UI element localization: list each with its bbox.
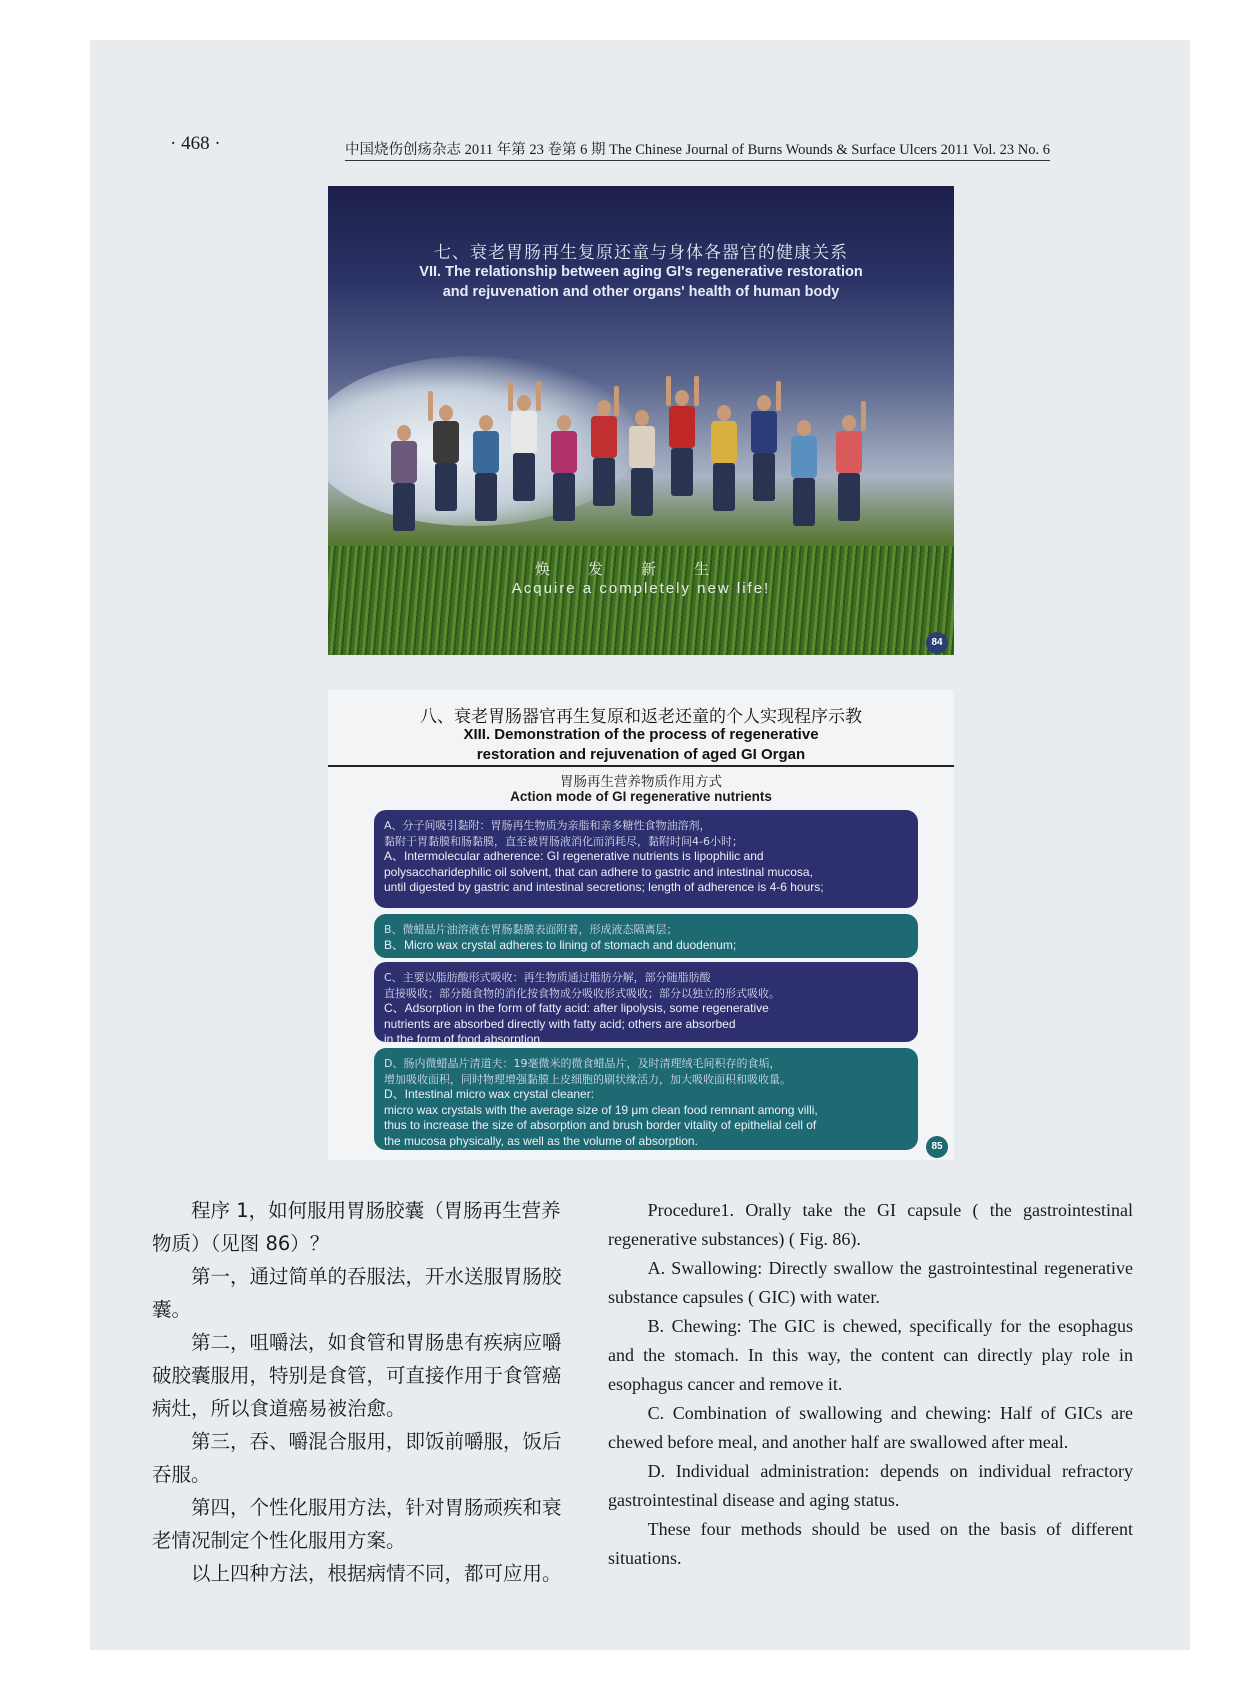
running-header bbox=[130, 133, 1130, 159]
box-b-en-line: B、Micro wax crystal adheres to lining of stomach and duodenum; bbox=[384, 937, 737, 952]
slide85-subtitle-cn: 胃肠再生营养物质作用方式 bbox=[560, 774, 722, 790]
body-paragraph: 第四，个性化服用方法，针对胃肠顽疾和衰老情况制定个性化服用方案。 bbox=[152, 1496, 562, 1552]
box-d-en-line: the mucosa physically, as well as the volume of absorption. bbox=[384, 1133, 698, 1148]
body-paragraph: 程序 1，如何服用胃肠胶囊（胃肠再生营养物质）（见图 86）？ bbox=[152, 1199, 561, 1255]
body-paragraph: B. Chewing: The GIC is chewed, specifically for the esophagus and the stomach. In this way, the content can directly play role in esophagus cancer and remove it. bbox=[608, 1316, 1133, 1394]
box-d-en-line: thus to increase the size of absorption and brush border vitality of epithelial cell of bbox=[384, 1118, 817, 1133]
box-d-cn-line: D、肠内微蜡晶片清道夫：19毫微米的微食蜡晶片，及时清理绒毛间积存的食垢， bbox=[384, 1057, 781, 1070]
box-d-en-line: D、Intestinal micro wax crystal cleaner: bbox=[384, 1087, 595, 1102]
journal-citation: 中国烧伤创疡杂志 2011 年第 23 卷第 6 期 The Chinese Journal of Burns Wounds & Surface Ulcers 2011 Vol. 23 No. 6 bbox=[345, 138, 1050, 161]
mode-box-a bbox=[374, 810, 918, 908]
box-d-en-line: micro wax crystals with the average size of 19 μm clean food remnant among villi, bbox=[384, 1102, 818, 1117]
figure-slide-85 bbox=[328, 690, 954, 1160]
box-d-cn-line: 增加吸收面积，同时物理增强黏膜上皮细胞的刷状缘活力，加大吸收面积和吸收量。 bbox=[384, 1072, 791, 1086]
box-a-cn-line: A、分子间吸引黏附：胃肠再生物质为亲脂和亲多糖性食物油溶剂， bbox=[384, 819, 711, 832]
figure-slide-84 bbox=[328, 186, 954, 655]
slide85-title-en-line1: XIII. Demonstration of the process of regenerative bbox=[463, 726, 819, 743]
box-b-cn-line: B、微蜡晶片油溶液在胃肠黏膜表面附着，形成液态隔离层； bbox=[384, 923, 678, 936]
box-c-cn-line: 直接吸收；部分随食物的消化按食物成分吸收形式吸收；部分以独立的形式吸收。 bbox=[384, 986, 780, 1000]
body-paragraph: A. Swallowing: Directly swallow the gastrointestinal regenerative substance capsules ( GIC) with water. bbox=[608, 1258, 1133, 1307]
box-c-en-line: in the form of food absorption. bbox=[384, 1032, 544, 1047]
body-paragraph: 第二，咀嚼法，如食管和胃肠患有疾病应嚼破胶囊服用，特别是食管，可直接作用于食管癌病灶，所以食道癌易被治愈。 bbox=[152, 1331, 562, 1420]
box-a-en-line: polysaccharidephilic oil solvent, that can adhere to gastric and intestinal mucosa, bbox=[384, 864, 813, 879]
body-paragraph: D. Individual administration: depends on individual refractory gastrointestinal disease and aging status. bbox=[608, 1461, 1133, 1510]
body-paragraph: 第一，通过简单的吞服法，开水送服胃肠胶囊。 bbox=[152, 1265, 562, 1321]
slide-number-badge: 84 bbox=[926, 632, 948, 654]
box-a-en-line: until digested by gastric and intestinal secretions; length of adherence is 4-6 hours; bbox=[384, 880, 824, 895]
body-paragraph: C. Combination of swallowing and chewing: Half of GICs are chewed before meal, and another half are swallowed after meal. bbox=[608, 1403, 1133, 1452]
box-c-en-line: C、Adsorption in the form of fatty acid: after lipolysis, some regenerative bbox=[384, 1001, 769, 1016]
title-divider bbox=[328, 765, 954, 767]
body-paragraph: 第三，吞、嚼混合服用，即饭前嚼服，饭后吞服。 bbox=[152, 1430, 562, 1486]
slide85-title-cn: 八、衰老胃肠器官再生复原和返老还童的个人实现程序示教 bbox=[420, 707, 862, 727]
body-paragraph: Procedure1. Orally take the GI capsule ( the gastrointestinal regenerative substances) ( Fig. 86). bbox=[608, 1200, 1133, 1249]
slide84-title-en-line1: VII. The relationship between aging GI's regenerative restoration bbox=[419, 264, 863, 280]
body-column-english bbox=[608, 1196, 1133, 1573]
slide84-subtitle-cn: 焕发新生 bbox=[534, 560, 747, 578]
body-paragraph: 以上四种方法，根据病情不同，都可应用。 bbox=[191, 1562, 562, 1585]
box-a-en-line: A、Intermolecular adherence: GI regenerative nutrients is lipophilic and bbox=[384, 849, 764, 864]
jumping-people-photo bbox=[388, 371, 908, 541]
slide-number-badge: 85 bbox=[926, 1136, 948, 1158]
slide85-subtitle-en: Action mode of GI regenerative nutrients bbox=[510, 789, 772, 804]
box-c-en-line: nutrients are absorbed directly with fatty acid; others are absorbed bbox=[384, 1016, 736, 1031]
slide85-title-en-line2: restoration and rejuvenation of aged GI Organ bbox=[476, 746, 806, 763]
mode-box-d bbox=[374, 1048, 918, 1150]
slide84-subtitle-en: Acquire a completely new life! bbox=[511, 580, 771, 597]
box-a-cn-line: 黏附于胃黏膜和肠黏膜，直至被胃肠液消化而消耗尽，黏附时间4-6小时； bbox=[384, 834, 743, 848]
box-c-cn-line: C、主要以脂肪酸形式吸收：再生物质通过脂肪分解，部分随脂肪酸 bbox=[384, 971, 711, 984]
page-number: · 468 · bbox=[170, 133, 221, 154]
body-paragraph: These four methods should be used on the basis of different situations. bbox=[608, 1519, 1133, 1568]
slide84-title-en-line2: and rejuvenation and other organs' health of human body bbox=[442, 284, 840, 300]
body-column-chinese bbox=[152, 1194, 567, 1590]
mode-box-c bbox=[374, 962, 918, 1047]
mode-box-b bbox=[374, 914, 918, 958]
slide84-title-cn: 七、衰老胃肠再生复原还童与身体各器官的健康关系 bbox=[434, 243, 848, 263]
